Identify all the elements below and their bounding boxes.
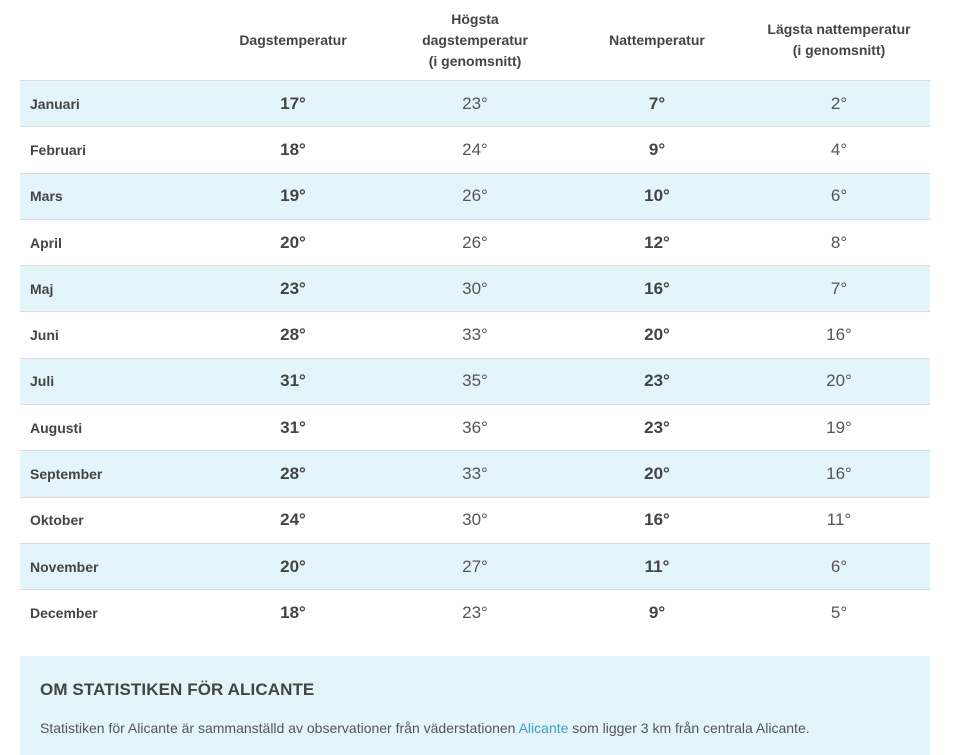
row-night-temp: 9°: [648, 603, 666, 623]
row-max-day-temp: 24°: [462, 139, 488, 159]
row-min-night-temp: 5°: [830, 603, 848, 623]
table-row: [20, 498, 930, 544]
row-month: Januari: [30, 95, 80, 112]
row-day-temp: 28°: [280, 464, 306, 484]
row-min-night-temp: 2°: [830, 93, 848, 113]
row-night-temp: 20°: [644, 464, 670, 484]
weather-station-link[interactable]: Alicante: [518, 720, 569, 736]
row-night-temp: 11°: [644, 556, 670, 576]
table-row: [20, 544, 930, 590]
row-night-temp: 16°: [644, 278, 670, 298]
row-min-night-temp: 6°: [830, 186, 848, 206]
row-day-temp: 24°: [280, 510, 306, 530]
row-month: Augusti: [30, 419, 83, 436]
row-month: December: [30, 605, 98, 622]
header-max-day-temp: Högsta dagstemperatur (i genomsnitt): [422, 10, 528, 69]
row-max-day-temp: 36°: [462, 417, 488, 437]
row-max-day-temp: 26°: [462, 232, 488, 252]
table-row: [20, 127, 930, 173]
row-min-night-temp: 7°: [830, 278, 848, 298]
row-max-day-temp: 26°: [462, 186, 488, 206]
row-month: September: [30, 466, 103, 483]
row-min-night-temp: 11°: [826, 510, 852, 530]
row-max-day-temp: 23°: [462, 93, 488, 113]
row-day-temp: 23°: [280, 278, 306, 298]
row-night-temp: 23°: [644, 417, 670, 437]
row-night-temp: 12°: [644, 232, 670, 252]
row-min-night-temp: 6°: [830, 556, 848, 576]
header-min-night-temp: Lägsta nattemperatur (i genomsnitt): [767, 21, 911, 58]
row-min-night-temp: 8°: [830, 232, 848, 252]
row-min-night-temp: 4°: [830, 139, 848, 159]
table-row: [20, 451, 930, 497]
row-night-temp: 9°: [648, 139, 666, 159]
row-night-temp: 23°: [644, 371, 670, 391]
row-day-temp: 18°: [280, 603, 306, 623]
row-month: Mars: [30, 188, 63, 205]
row-min-night-temp: 20°: [826, 371, 852, 391]
info-title: OM STATISTIKEN FÖR ALICANTE: [40, 680, 315, 699]
row-month: Juli: [30, 373, 55, 390]
row-day-temp: 20°: [280, 232, 306, 252]
row-day-temp: 18°: [280, 139, 306, 159]
info-text-after: som ligger 3 km från centrala Alicante.: [568, 720, 810, 736]
row-day-temp: 31°: [280, 417, 306, 437]
table-header-row: [20, 0, 930, 81]
row-day-temp: 20°: [280, 556, 306, 576]
header-month: [20, 0, 202, 80]
table-row: [20, 174, 930, 220]
table-row: [20, 81, 930, 127]
row-day-temp: 31°: [280, 371, 306, 391]
row-min-night-temp: 19°: [826, 417, 852, 437]
row-min-night-temp: 16°: [826, 325, 852, 345]
row-max-day-temp: 27°: [462, 556, 488, 576]
row-day-temp: 17°: [280, 93, 306, 113]
row-month: Juni: [30, 327, 59, 344]
table-row: [20, 220, 930, 266]
table-row: [20, 266, 930, 312]
row-min-night-temp: 16°: [826, 464, 852, 484]
row-day-temp: 19°: [280, 186, 306, 206]
row-night-temp: 10°: [644, 186, 670, 206]
row-night-temp: 7°: [648, 93, 666, 113]
row-night-temp: 20°: [644, 325, 670, 345]
row-month: November: [30, 558, 99, 575]
row-max-day-temp: 33°: [462, 464, 488, 484]
row-month: Maj: [30, 280, 54, 297]
table-row: [20, 359, 930, 405]
table-row: [20, 590, 930, 636]
statistics-info-box: [20, 656, 930, 755]
header-night-temp: Nattemperatur: [609, 31, 705, 48]
info-text: [40, 720, 910, 736]
table-row: [20, 312, 930, 358]
row-max-day-temp: 30°: [462, 278, 488, 298]
row-month: April: [30, 234, 62, 251]
row-day-temp: 28°: [280, 325, 306, 345]
climate-table: [20, 0, 930, 637]
row-month: Oktober: [30, 512, 84, 529]
row-max-day-temp: 30°: [462, 510, 488, 530]
row-max-day-temp: 23°: [462, 603, 488, 623]
row-max-day-temp: 35°: [462, 371, 488, 391]
row-month: Februari: [30, 141, 87, 158]
header-day-temp: Dagstemperatur: [239, 31, 347, 48]
row-max-day-temp: 33°: [462, 325, 488, 345]
info-text-before: Statistiken för Alicante är sammanställd av observationer från väderstationen: [40, 720, 519, 736]
row-night-temp: 16°: [644, 510, 670, 530]
table-row: [20, 405, 930, 451]
